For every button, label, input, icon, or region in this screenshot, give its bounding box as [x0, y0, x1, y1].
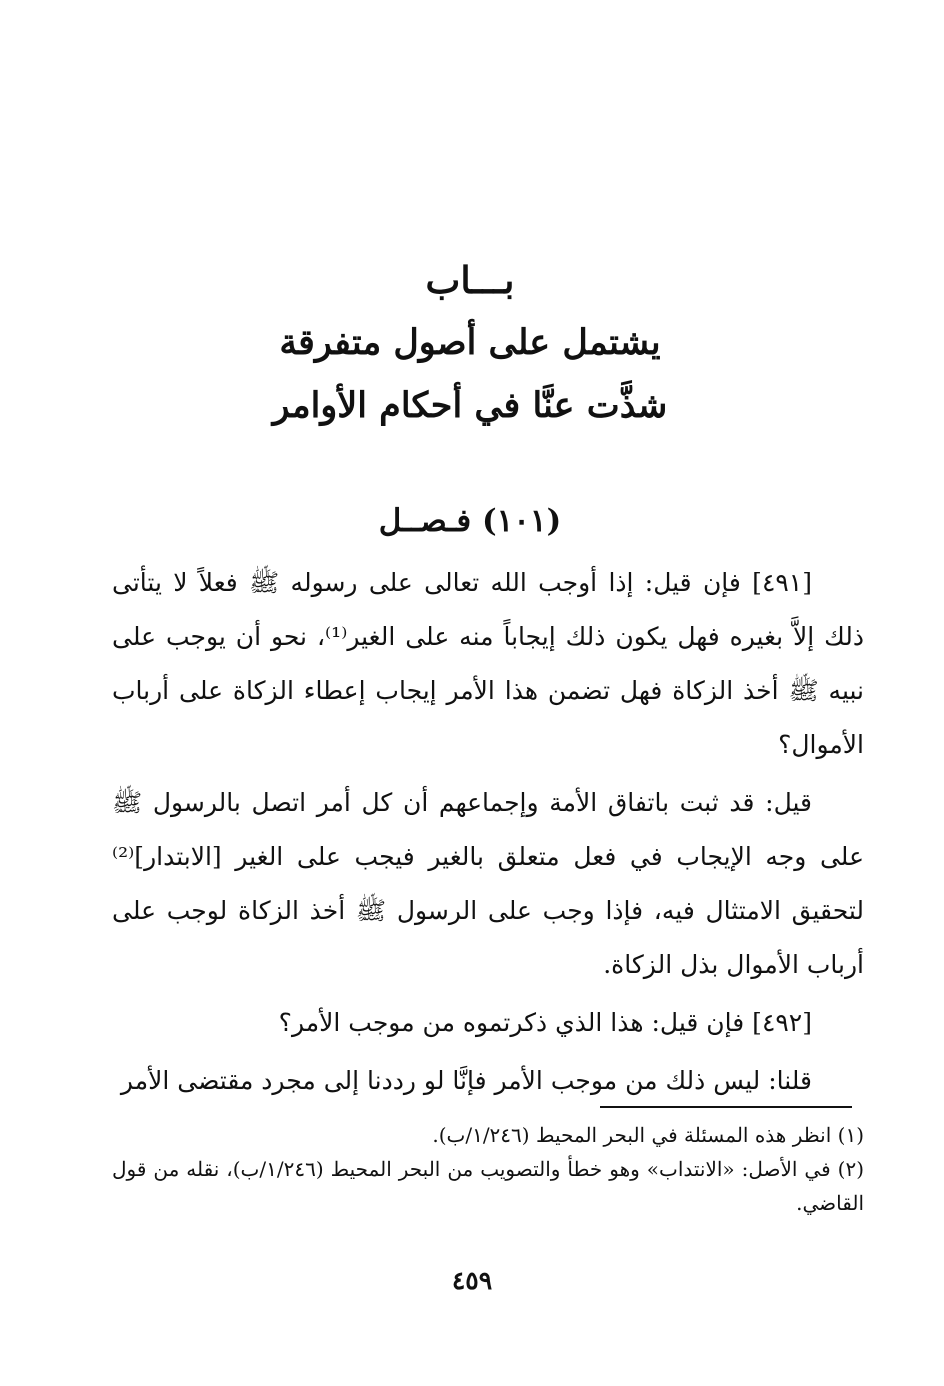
footnote-2: (٢) في الأصل: «الانتداب» وهو خطأ والتصويب من البحر المحيط (١/٢٤٦/ب)، نقله من قول القاضي.	[112, 1157, 864, 1215]
chapter-subtitle-line-2: شذَّت عنَّا في أحكام الأوامر	[272, 385, 668, 426]
chapter-subtitle-line-1: يشتمل على أصول متفرقة	[279, 322, 661, 363]
footnote-1: (١) انظر هذه المسئلة في البحر المحيط (١/٢٤٦/ب).	[432, 1123, 864, 1147]
main-text	[112, 556, 864, 1112]
paragraph-491: [٤٩١] فإن قيل: إذا أوجب الله تعالى على رسوله ﷺ فعلاً لا يتأتى ذلك إلاَّ بغيره فهل يكون ذلك إيجاباً منه على الغير⁽¹⁾، نحو أن يوجب على نبيه ﷺ أخذ الزكاة فهل تضمن هذا الأمر إيجاب إعطاء الزكاة على أرباب الأموال؟	[112, 568, 865, 759]
section-title: (١٠١) فـصــل	[378, 503, 562, 539]
chapter-heading: بـــاب	[425, 258, 515, 302]
paragraph-492-answer: قلنا: ليس ذلك من موجب الأمر فإنَّا لو رددنا إلى مجرد مقتضى الأمر	[120, 1066, 812, 1095]
paragraph-492: [٤٩٢] فإن قيل: هذا الذي ذكرتموه من موجب الأمر؟	[278, 1008, 812, 1037]
paragraph-491-answer: قيل: قد ثبت باتفاق الأمة وإجماعهم أن كل أمر اتصل بالرسول ﷺ على وجه الإيجاب في فعل متعلق بالغير فيجب على الغير [الابتدار]⁽²⁾ لتحقيق الامتثال فيه، فإذا وجب على الرسول ﷺ أخذ الزكاة لوجب على أرباب الأموال بذل الزكاة.	[112, 788, 864, 979]
page-number: ٤٥٩	[451, 1266, 493, 1295]
footnote-divider	[600, 1106, 852, 1108]
footnotes	[112, 1118, 864, 1220]
